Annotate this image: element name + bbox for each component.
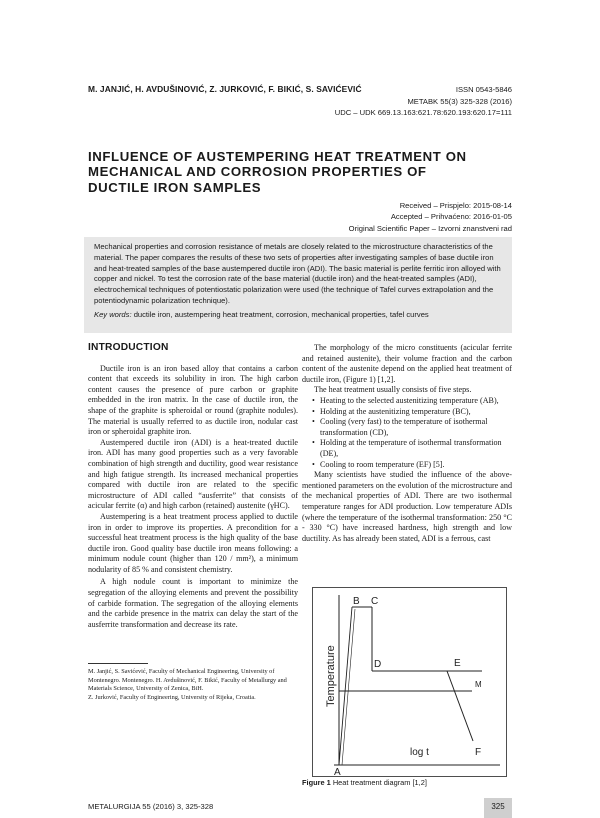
right-column <box>302 343 512 544</box>
intro-paragraph-2: Austempered ductile iron (ADI) is a heat-treated ductile iron. ADI has many good properties such as a very favorable combination of high strength and ductility, good wear resistance and high fatigue strength. Its increased mechanical properties compared with ductile iron are related to the specific microstructure of ADI called “ausferrite” that consists of acicular ferrite (α) and high carbon (retained) austenite (γHC). <box>88 437 298 511</box>
point-label-m: M <box>475 680 482 689</box>
journal-footer: METALURGIJA 55 (2016) 3, 325-328 <box>88 802 214 811</box>
page-number: 325 <box>484 798 512 818</box>
step-item: • Holding at the temperature of isothermal transformation (DE), <box>312 438 512 459</box>
submission-dates <box>349 200 512 234</box>
journal-info <box>335 84 512 119</box>
point-label-e: E <box>454 658 461 669</box>
heat-treatment-steps <box>312 396 512 470</box>
abstract-text: Mechanical properties and corrosion resistance of metals are closely related to the microstructure characteristics of the material. The paper compares the results of these two sets of properties after investigating samples of base ductile iron and heat-treated samples of the base austempered ductile iron (ADI). The basic material is perlite ferritic iron alloyed with copper and nickel. To test the corrosion rate of the base material (ductile iron) and the heat-treated samples (ADI), electrochemical techniques of potentiostatic polarization were used (the technique of Tafel curves extrapolation and the potentiodynamic polarization technique). <box>94 242 501 305</box>
footnote-1: M. Janjić, S. Savićević, Faculty of Mechanical Engineering, University of Montenegro. Montenegro. H. Avdušinović, F. Bikić, Faculty of Metallurgy and Materials Science, University of Zenica, BiH. <box>88 668 287 693</box>
section-heading-introduction: INTRODUCTION <box>88 342 169 353</box>
keywords <box>94 310 506 321</box>
figure-caption <box>302 778 427 787</box>
right-paragraph-3: Many scientists have studied the influence of the above-mentioned parameters on the evolution of the microstructure and the mechanical properties of ADI. There are two isothermal temperature ranges for ADI production. Low temperature ADIs (where the temperature of the isothermal transformation: 250 °C - 330 °C) have increased hardness, high strength and low ductility. As has already been stated, ADI is a ferrous, cast <box>302 470 512 543</box>
figure-caption-label: Figure 1 <box>302 778 331 787</box>
step-item: • Heating to the selected austenitizing temperature (AB), <box>312 396 512 407</box>
received-date: Received – Prispjelo: 2015-08-14 <box>399 201 512 210</box>
step-item: • Cooling (very fast) to the temperature of isothermal transformation (CD), <box>312 417 512 438</box>
udc-code: UDC – UDK 669.13.163:621.78:620.193:620.17=111 <box>334 108 512 117</box>
author-affiliations <box>88 668 298 702</box>
left-column <box>88 343 298 630</box>
y-axis-label: Temperature <box>325 645 337 707</box>
intro-paragraph-3: Austempering is a heat treatment process applied to ductile iron in order to improve its properties. A precondition for a successful heat treatment process is the high quality of the base ductile iron. Good quality base ductile iron means following: a minimum nodule count (higher than 120 / mm²), a minimum nodularity of 85 % and consistent chemistry. <box>88 511 298 574</box>
point-label-a: A <box>334 767 341 777</box>
figure-caption-text: Heat treatment diagram [1,2] <box>332 778 427 787</box>
journal-reference: METABK 55(3) 325-328 (2016) <box>407 96 512 106</box>
step-item: • Holding at the austenitizing temperature (BC), <box>312 407 512 418</box>
paper-title: INFLUENCE OF AUSTEMPERING HEAT TREATMENT ON MECHANICAL AND CORROSION PROPERTIES OF DUCTILE IRON SAMPLES <box>88 149 467 195</box>
issn-number: ISSN 0543-5846 <box>455 85 512 94</box>
point-label-f: F <box>475 747 482 758</box>
intro-paragraph-1: Ductile iron is an iron based alloy that contains a carbon content that exceeds its solubility in iron. The high carbon content causes the presence of pure carbon or graphite embedded in the iron matrix. In the case of ductile iron, the shape of the graphite is spheroidal or round (graphite nodules). The material is usually referred to as ductile iron, nodular cast iron or spheroidal graphite iron. <box>88 363 298 437</box>
point-label-b: B <box>353 596 360 607</box>
right-paragraph-2: The heat treatment usually consists of five steps. <box>314 385 472 395</box>
keywords-list: ductile iron, austempering heat treatment, corrosion, mechanical properties, tafel curves <box>133 309 429 319</box>
accepted-date: Accepted – Prihvaćeno: 2016-01-05 <box>390 212 512 222</box>
author-list: M. JANJIĆ, H. AVDUŠINOVIĆ, Z. JURKOVIĆ, F. BIKIĆ, S. SAVIĆEVIĆ <box>88 84 362 94</box>
intro-paragraph-4: A high nodule count is important to minimize the segregation of the alloying elements and prevent the possibility of carbide formation. The segregation of the alloying elements and the carbide presence in the matrix can delay the start of the ausferrite transformation and decrease its rate. <box>88 577 298 629</box>
x-axis-label: log t <box>410 747 429 758</box>
point-label-d: D <box>374 659 382 670</box>
heat-treatment-diagram <box>312 587 507 777</box>
footnote-divider <box>88 663 148 664</box>
step-item: • Cooling to room temperature (EF) [5]. <box>312 460 512 471</box>
point-label-c: C <box>371 596 379 607</box>
abstract-box <box>84 237 512 333</box>
keywords-label: Key words: <box>94 309 132 319</box>
right-paragraph-1: The morphology of the micro constituents (acicular ferrite and retained austenite), their volume fraction and the carbon content of the austenite depend on the applied heat treatment of ductile iron, (Figure 1) [1,2]. <box>302 343 512 384</box>
footnote-2: Z. Jurković, Faculty of Engineering, University of Rijeka, Croatia. <box>88 693 256 701</box>
paper-type: Original Scientific Paper – Izvorni znanstveni rad <box>348 223 512 233</box>
